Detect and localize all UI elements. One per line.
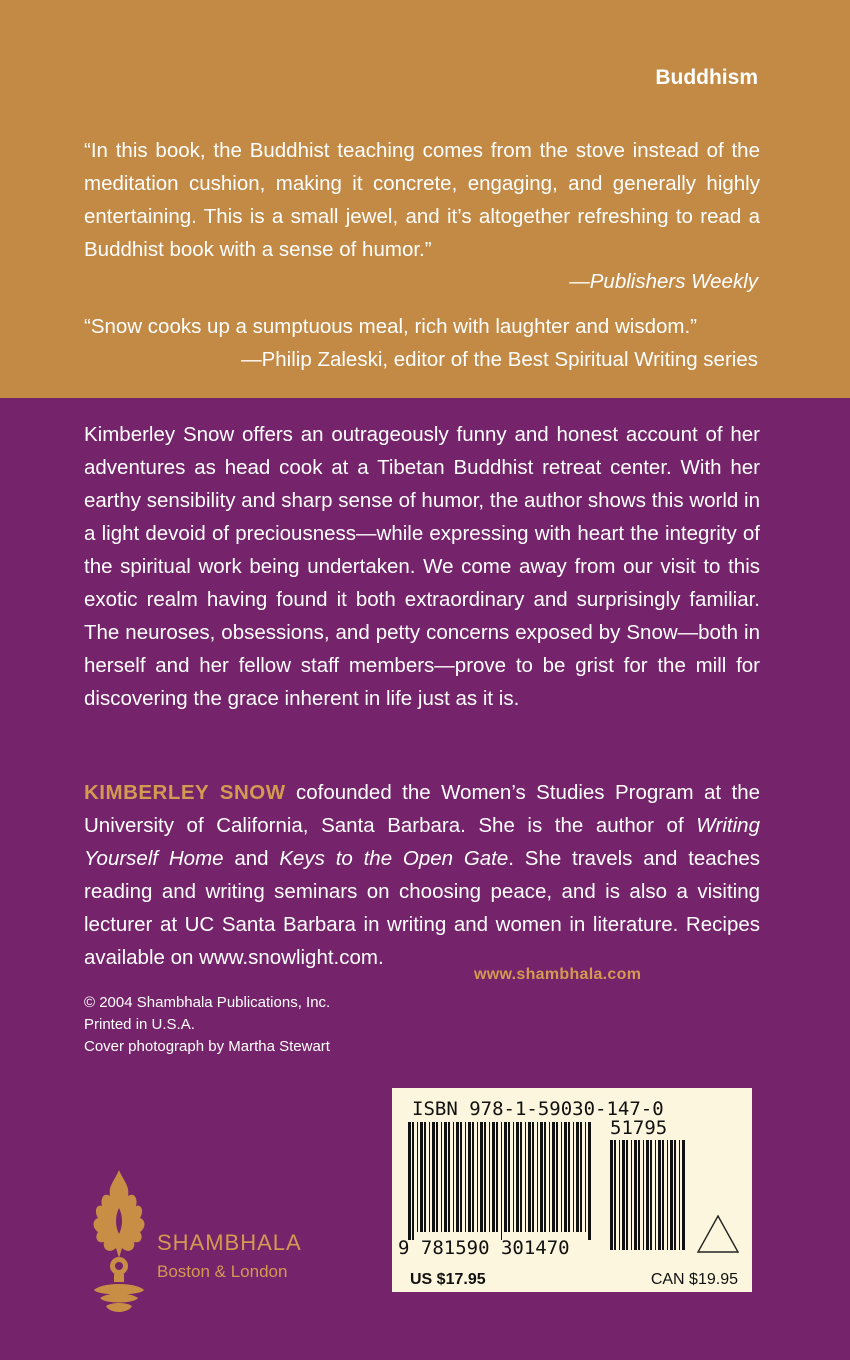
- isbn-barcode-bars: [408, 1122, 591, 1240]
- barcode-bar: [650, 1140, 652, 1250]
- barcode-bar: [468, 1122, 471, 1232]
- bio-text: . She travels and teaches reading and writing seminars on choosing peace, and is also a visiting lecturer at UC Santa Barbara in writing and women in literature. Recipes available on www.snowlight.com.: [84, 847, 760, 969]
- review-quote: “In this book, the Buddhist teaching comes from the stove instead of the meditation cushion, making it concrete, engaging, and generally highly entertaining. This is a small jewel, and it’s altogether refreshing to read a Buddhist book with a sense of humor.”: [84, 139, 760, 261]
- barcode-bar: [638, 1140, 640, 1250]
- barcode-bar: [585, 1122, 586, 1232]
- barcode-bar: [580, 1122, 582, 1232]
- barcode-bar: [626, 1140, 628, 1250]
- barcode-bar: [480, 1122, 483, 1232]
- barcode-bar: [655, 1140, 656, 1250]
- barcode-bar: [643, 1140, 644, 1250]
- review-attribution: —Publishers Weekly: [569, 270, 758, 293]
- barcode-bar: [528, 1122, 531, 1232]
- barcode-bar: [552, 1122, 555, 1232]
- barcode-bar: [576, 1122, 579, 1232]
- barcode-bar: [564, 1122, 567, 1232]
- isbn-text: ISBN 978-1-59030-147-0: [412, 1098, 664, 1120]
- barcode-bar: [658, 1140, 661, 1250]
- can-price: CAN $19.95: [650, 1271, 738, 1288]
- book-description: Kimberley Snow offers an outrageously funny and honest account of her adventures as head cook at a Tibetan Buddhist retreat center. With her earthy sensibility and sharp sense of humor, the author shows this world in a light devoid of preciousness—while expressing with heart the integrity of the spiritual work being undertaken. We come away from our visit to this exotic realm having found it both extraordinary and surprisingly familiar. The neuroses, obsessions, and petty concerns exposed by Snow—both in herself and her fellow staff members—prove to be grist for the mill for discovering the grace inherent in life just as it is.: [84, 423, 760, 710]
- photo-credit-line: Cover photograph by Martha Stewart: [84, 1038, 330, 1055]
- praise-section: [0, 0, 850, 398]
- barcode-bar: [516, 1122, 519, 1232]
- barcode-bar: [444, 1122, 447, 1232]
- barcode-bar: [634, 1140, 637, 1250]
- barcode-bar: [610, 1140, 613, 1250]
- barcode-bar: [441, 1122, 442, 1232]
- barcode-bar: [496, 1122, 498, 1232]
- barcode-bar: [456, 1122, 459, 1232]
- barcode-bar: [432, 1122, 435, 1232]
- barcode-bar: [573, 1122, 574, 1232]
- barcode-bar: [614, 1140, 616, 1250]
- barcode-bar: [484, 1122, 486, 1232]
- barcode-bar: [448, 1122, 450, 1232]
- barcode-graphic: [392, 1088, 752, 1292]
- book-title: Writing Yourself Home: [84, 814, 760, 870]
- publisher-website: www.shambhala.com: [474, 966, 642, 983]
- barcode-bar: [549, 1122, 550, 1232]
- barcode-bar: [556, 1122, 558, 1232]
- bio-text: cofounded the Women’s Studies Program at the University of California, Santa Barbara. She is the author of: [84, 781, 761, 837]
- barcode-bar: [424, 1122, 426, 1232]
- barcode-bar: [670, 1140, 673, 1250]
- barcode-bar: [619, 1140, 620, 1250]
- credits-block: [84, 992, 330, 1058]
- barcode-bar: [568, 1122, 570, 1232]
- book-title: Keys to the Open Gate: [279, 847, 509, 870]
- barcode-bar: [429, 1122, 430, 1232]
- barcode-bar: [674, 1140, 676, 1250]
- us-price: US $17.95: [410, 1271, 486, 1288]
- barcode-panel: [392, 1088, 752, 1292]
- barcode-bar: [662, 1140, 664, 1250]
- barcode-bar: [525, 1122, 526, 1232]
- shambhala-logo-icon: [90, 1168, 148, 1318]
- barcode-bar: [532, 1122, 534, 1232]
- barcode-bar: [408, 1122, 411, 1240]
- author-bio: [84, 776, 760, 974]
- barcode-bar: [520, 1122, 522, 1232]
- barcode-bar: [460, 1122, 462, 1232]
- barcode-bar: [492, 1122, 495, 1232]
- publisher-name: SHAMBHALA: [157, 1230, 302, 1255]
- copyright-line: © 2004 Shambhala Publications, Inc.: [84, 994, 331, 1011]
- barcode-bar: [436, 1122, 438, 1232]
- barcode-bar: [631, 1140, 632, 1250]
- barcode-bar: [544, 1122, 546, 1232]
- ean-digits-text: 9 781590 301470: [398, 1237, 570, 1259]
- barcode-bar: [508, 1122, 510, 1232]
- review-attribution: —Philip Zaleski, editor of the Best Spiritual Writing series: [241, 348, 758, 371]
- barcode-bar: [417, 1122, 418, 1232]
- barcode-bar: [646, 1140, 649, 1250]
- barcode-bar: [679, 1140, 680, 1250]
- price-code-text: 51795: [610, 1117, 668, 1139]
- price-barcode-bars: [610, 1140, 685, 1250]
- barcode-bar: [622, 1140, 625, 1250]
- category-label: Buddhism: [655, 66, 758, 89]
- barcode-bar: [561, 1122, 562, 1232]
- triangle-icon: [698, 1216, 738, 1252]
- barcode-bar: [513, 1122, 514, 1232]
- barcode-bar: [588, 1122, 591, 1240]
- barcode-bar: [453, 1122, 454, 1232]
- review-quote: “Snow cooks up a sumptuous meal, rich with laughter and wisdom.”: [84, 315, 698, 338]
- barcode-bar: [504, 1122, 507, 1232]
- barcode-bar: [477, 1122, 478, 1232]
- barcode-bar: [667, 1140, 668, 1250]
- barcode-bar: [472, 1122, 474, 1232]
- author-name: KIMBERLEY SNOW: [84, 781, 286, 804]
- barcode-bar: [540, 1122, 543, 1232]
- barcode-bar: [489, 1122, 490, 1232]
- barcode-bar: [420, 1122, 423, 1232]
- barcode-bar: [412, 1122, 414, 1240]
- barcode-bar: [682, 1140, 685, 1250]
- publisher-location: Boston & London: [157, 1262, 288, 1281]
- barcode-bar: [537, 1122, 538, 1232]
- bio-text: and: [223, 847, 280, 870]
- barcode-bar: [501, 1122, 502, 1240]
- barcode-bar: [465, 1122, 466, 1232]
- printed-line: Printed in U.S.A.: [84, 1016, 195, 1033]
